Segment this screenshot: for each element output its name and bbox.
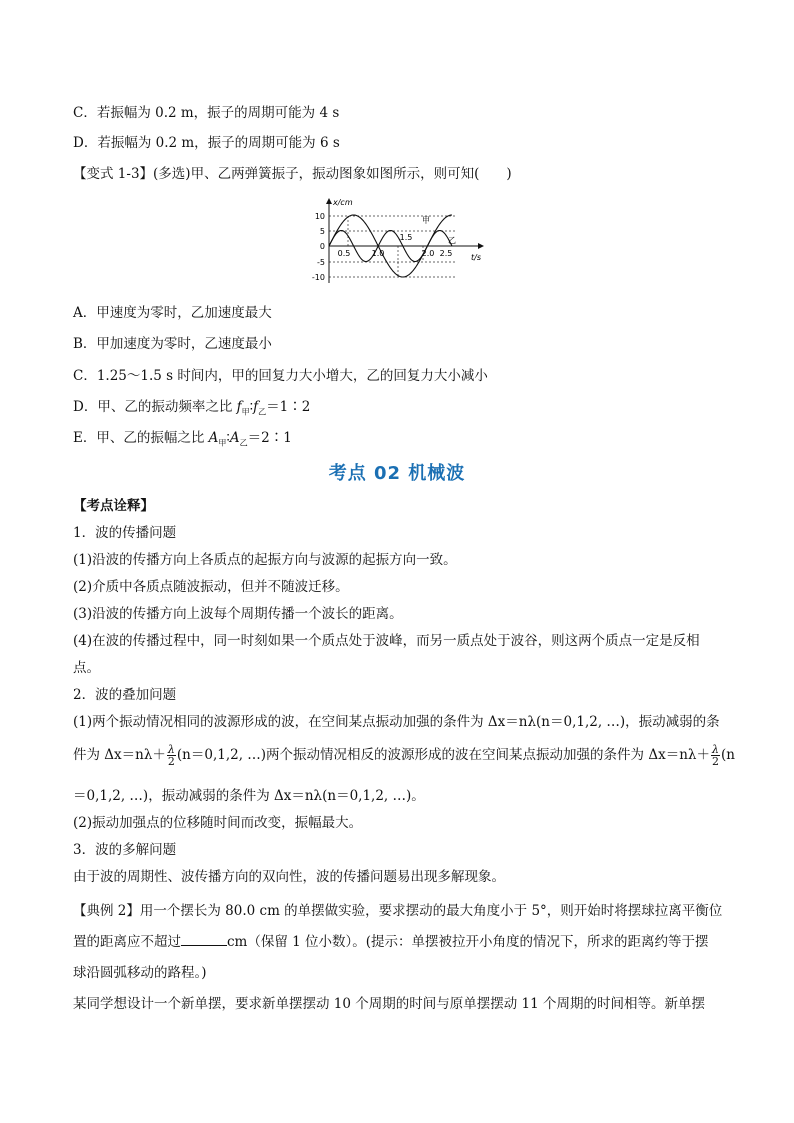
option-a: A．甲速度为零时，乙加速度最大: [73, 305, 272, 321]
option-e: [73, 429, 292, 453]
x-axis-label: t/s: [471, 253, 481, 262]
vibration-graph: [300, 193, 495, 285]
frac-den-1: 2: [167, 755, 175, 768]
series-jia-label: 甲: [422, 216, 430, 225]
fraction-lambda-half-2: [711, 744, 720, 767]
x-tick-2-0: 2.0: [421, 249, 435, 258]
para-2-1c: ＝0,1,2, …)，振动减弱的条件为 Δx＝nλ(n＝0,1,2, …)。: [73, 788, 425, 804]
x-tick-0-5: 0.5: [337, 249, 351, 258]
example-line-3: 球沿圆弧移动的路程。): [73, 965, 207, 981]
series-yi-label: 乙: [448, 236, 456, 245]
option-d-sub1: 甲: [241, 407, 250, 417]
para-1-4a: (4)在波的传播过程中，同一时刻如果一个质点处于波峰，而另一质点处于波谷，则这两个质点一定是反相: [73, 633, 700, 649]
answer-blank[interactable]: [181, 933, 227, 946]
option-d: [73, 398, 310, 422]
option-c: C．1.25～1.5 s 时间内，甲的回复力大小增大，乙的回复力大小减小: [73, 368, 488, 384]
x-tick-1-5: 1.5: [399, 233, 413, 242]
example-line-2: [73, 933, 709, 951]
variant-label: 【变式 1-3】: [73, 166, 154, 182]
para-3-1: 由于波的周期性、波传播方向的双向性，波的传播问题易出现多解现象。: [73, 869, 505, 885]
x-tick-1-0: 1.0: [371, 249, 385, 258]
heading-1: 1．波的传播问题: [73, 525, 177, 541]
y-tick-5: 5: [319, 227, 325, 236]
option-d-f2: f: [253, 399, 259, 415]
example-line-4: 某同学想设计一个新单摆，要求新单摆摆动 10 个周期的时间与原单摆摆动 11 个周期的时间相等。新单摆: [73, 996, 706, 1012]
frac-den-2: 2: [711, 755, 719, 768]
option-d-top: D．若振幅为 0.2 m，振子的周期可能为 6 s: [73, 135, 340, 151]
option-d-suffix: ＝1∶2: [266, 399, 311, 415]
example-line-2-pre: 置的距离应不超过: [73, 934, 181, 950]
y-tick-0: 0: [319, 242, 325, 251]
option-e-sub1: 甲: [218, 438, 227, 448]
option-e-suffix: ＝2∶1: [247, 430, 292, 446]
variant-question: [73, 165, 512, 183]
option-e-prefix: E．甲、乙的振幅之比: [73, 430, 209, 446]
para-2-2: (2)振动加强点的位移随时间而改变，振幅最大。: [73, 815, 363, 831]
example-line-1: 【典例 2】用一个摆长为 80.0 cm 的单摆做实验，要求摆动的最大角度小于 5°，则开始时将摆球拉离平衡位: [73, 903, 723, 919]
option-e-a1: A: [208, 430, 219, 446]
y-tick-10: 10: [314, 212, 325, 221]
frac-num-2: λ: [711, 743, 719, 756]
y-tick-neg10: -10: [311, 273, 325, 282]
example-line-2-post: cm（保留 1 位小数）。(提示：单摆被拉开小角度的情况下，所求的距离约等于摆: [227, 934, 709, 950]
para-2-1b-pre: 件为 Δx＝nλ＋: [73, 747, 166, 763]
explain-label: 【考点诠释】: [73, 498, 154, 514]
fraction-lambda-half-1: [167, 744, 176, 767]
para-2-1a: (1)两个振动情况相同的波源形成的波，在空间某点振动加强的条件为 Δx＝nλ(n＝0,1,2, …)，振动减弱的条: [73, 714, 720, 730]
para-1-2: (2)介质中各质点随波振动，但并不随波迁移。: [73, 579, 349, 595]
y-axis-label: x/cm: [333, 198, 353, 207]
option-d-prefix: D．甲、乙的振动频率之比: [73, 399, 237, 415]
para-2-1b: [73, 744, 735, 767]
option-e-colon: ∶: [226, 430, 230, 446]
x-tick-2-5: 2.5: [439, 249, 453, 258]
heading-3: 3．波的多解问题: [73, 842, 177, 858]
option-e-a2: A: [229, 430, 240, 446]
y-tick-neg5: -5: [317, 258, 325, 267]
option-e-sub2: 乙: [239, 438, 248, 448]
variant-text: (多选)甲、乙两弹簧振子，振动图象如图所示，则可知( ): [153, 166, 512, 182]
para-1-4b: 点。: [73, 660, 100, 676]
para-2-1b-post: (n: [720, 747, 735, 763]
section-title: 考点 02 机械波: [328, 463, 466, 484]
heading-2: 2．波的叠加问题: [73, 687, 177, 703]
frac-num-1: λ: [167, 743, 175, 756]
para-1-3: (3)沿波的传播方向上波每个周期传播一个波长的距离。: [73, 606, 403, 622]
option-c-top: C．若振幅为 0.2 m，振子的周期可能为 4 s: [73, 105, 340, 121]
option-d-sub2: 乙: [258, 407, 267, 417]
option-d-f1: f: [236, 399, 242, 415]
para-2-1b-mid: (n＝0,1,2, …)两个振动情况相反的波源形成的波在空间某点振动加强的条件为 Δx＝nλ＋: [176, 747, 710, 763]
option-d-colon: ∶: [249, 399, 254, 415]
para-1-1: (1)沿波的传播方向上各质点的起振方向与波源的起振方向一致。: [73, 552, 457, 568]
option-b: B．甲加速度为零时，乙速度最小: [73, 336, 272, 352]
